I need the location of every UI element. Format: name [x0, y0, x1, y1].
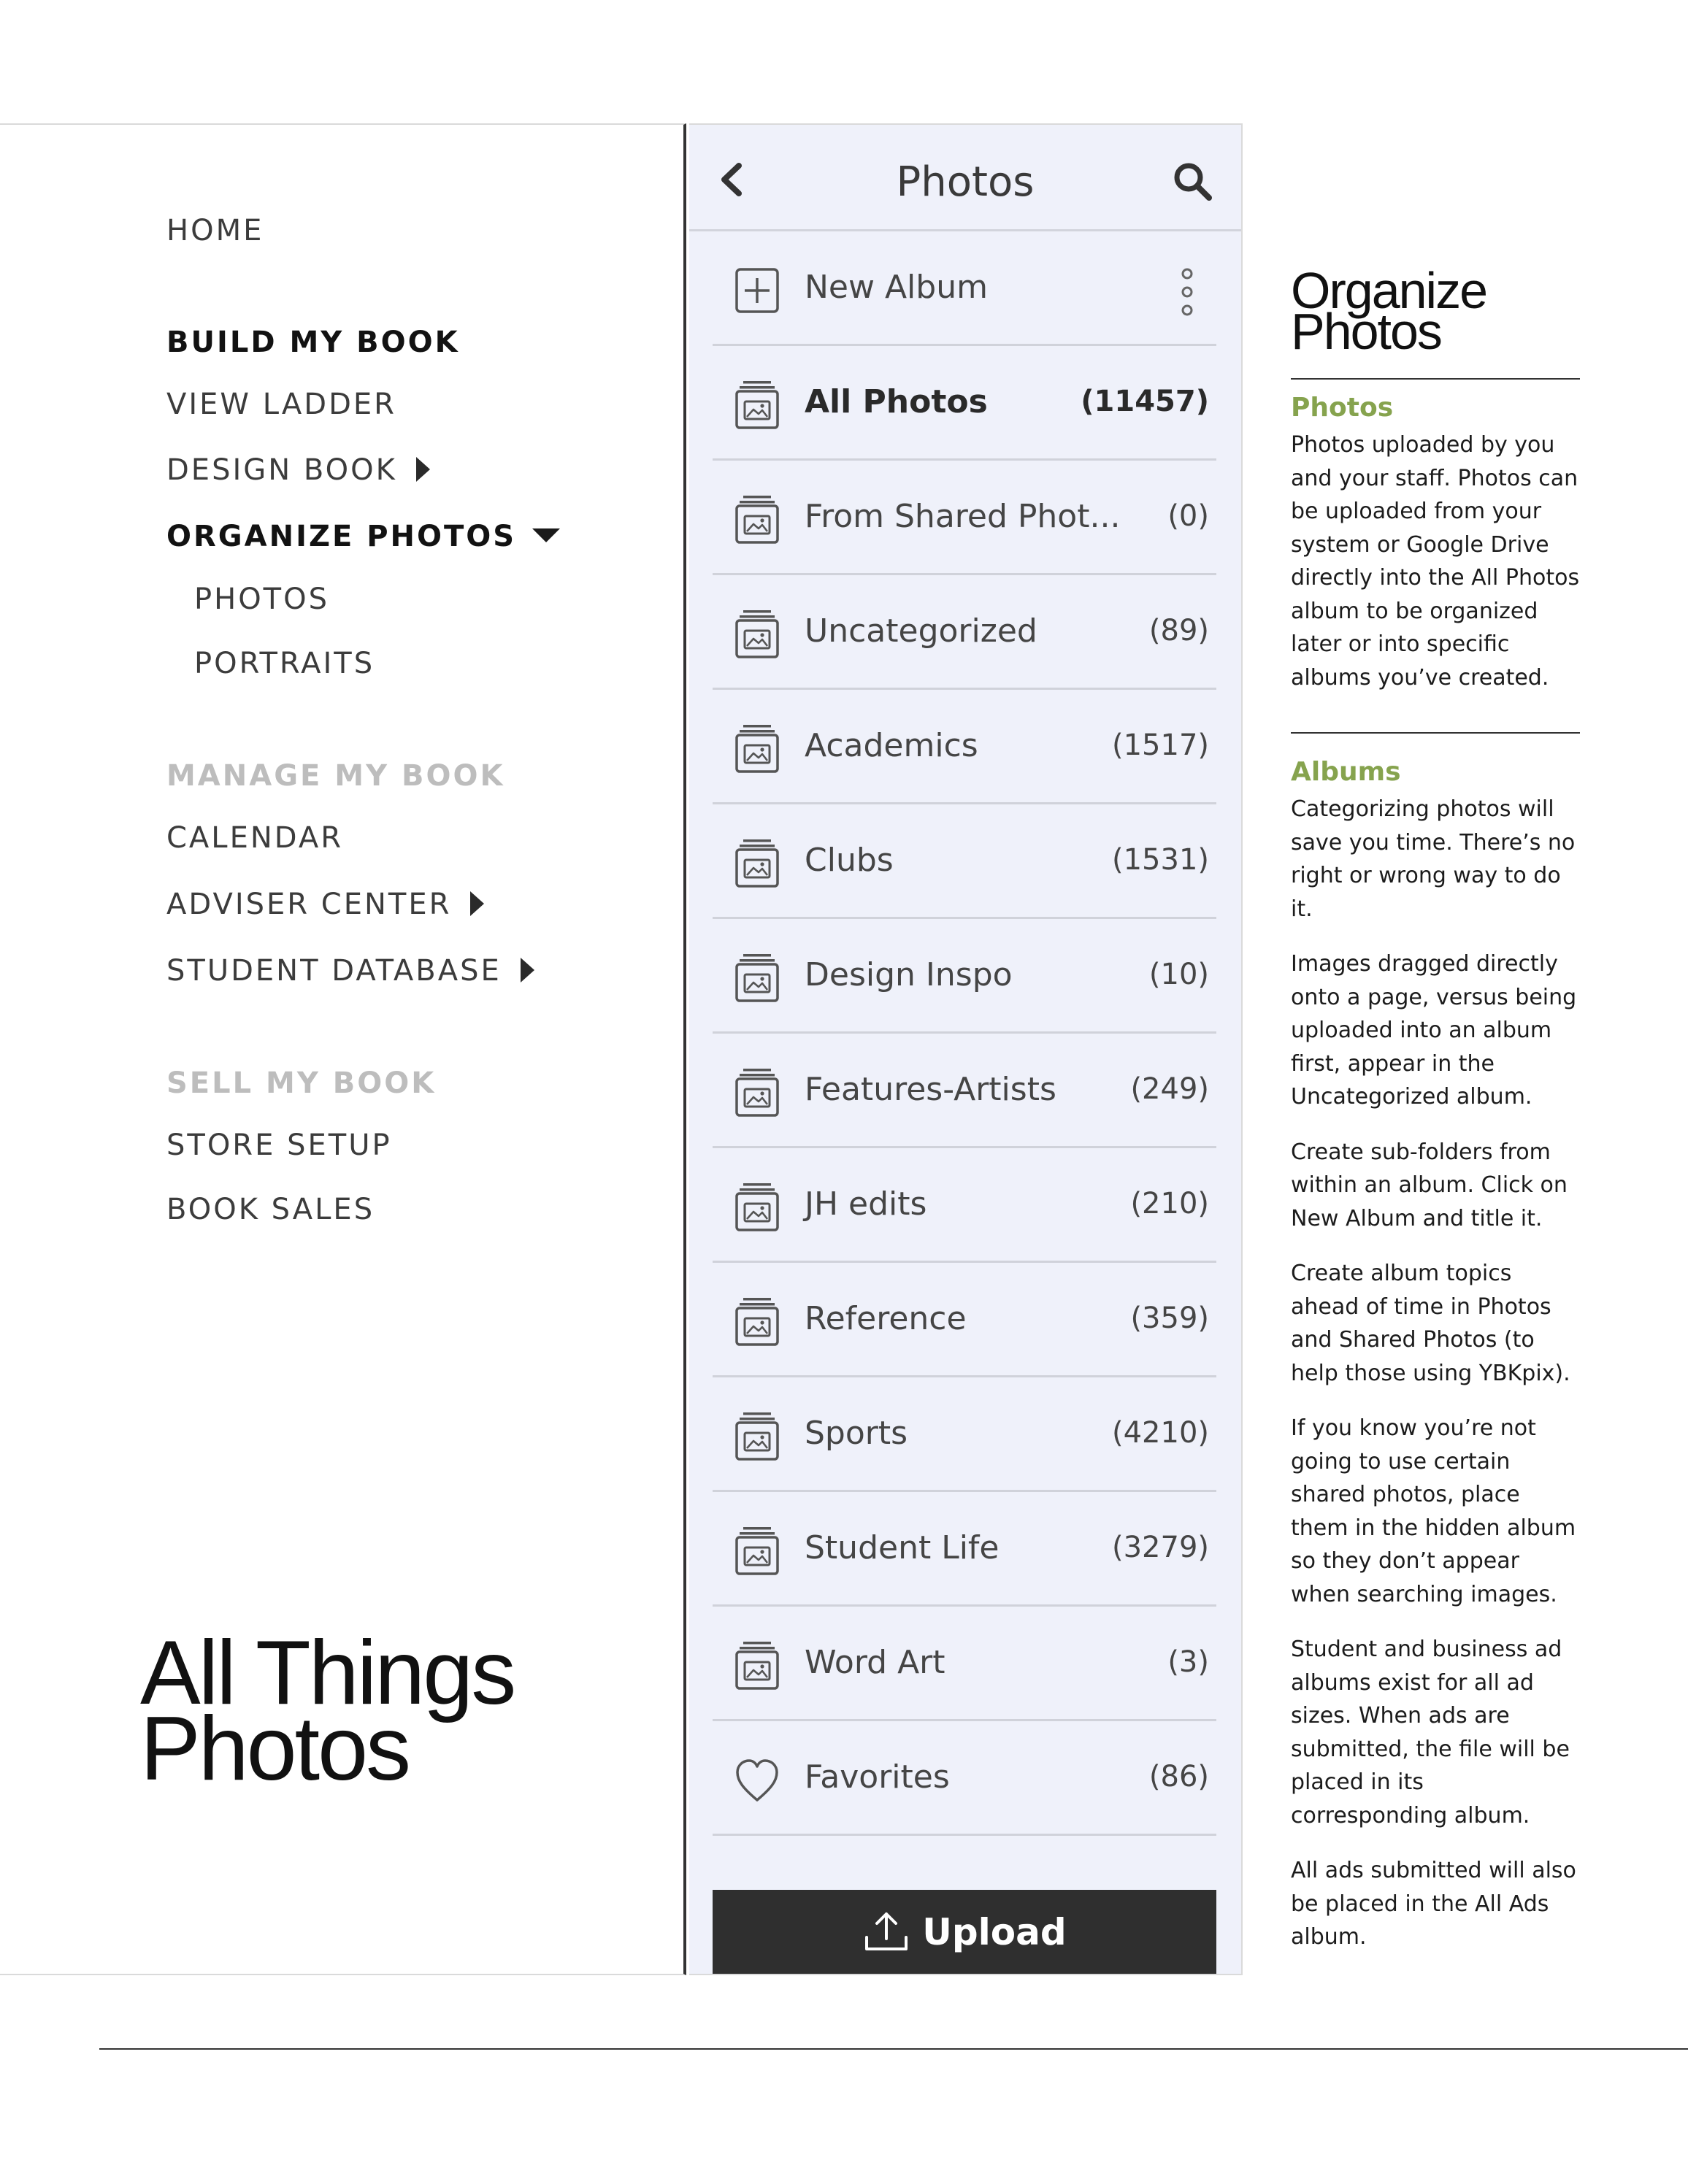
- album-row[interactable]: [713, 690, 1216, 804]
- nav-section-sell: SELL MY BOOK: [166, 1066, 437, 1100]
- album-label: From Shared Phot...: [805, 498, 1121, 535]
- albums-paragraph: Student and business ad albums exist for all ad sizes. When ads are submitted, the file will be placed in its corresponding album.: [1291, 1637, 1570, 1829]
- album-count: (249): [1130, 1072, 1209, 1106]
- divider: [1291, 732, 1580, 734]
- album-label: Uncategorized: [805, 612, 1037, 650]
- nav-design-book-label: DESIGN BOOK: [166, 453, 397, 487]
- nav-home[interactable]: HOME: [166, 214, 264, 247]
- albums-description: [1291, 793, 1583, 1954]
- nav-organize-photos-label: ORGANIZE PHOTOS: [166, 520, 517, 553]
- new-album-row[interactable]: [713, 231, 1216, 346]
- album-row[interactable]: [713, 1034, 1216, 1148]
- photos-panel: [689, 123, 1243, 1975]
- album-label: JH edits: [805, 1185, 927, 1223]
- nav-adviser-center[interactable]: [166, 890, 484, 919]
- heart-icon: [734, 1755, 780, 1806]
- nav-view-ladder[interactable]: VIEW LADDER: [166, 388, 396, 421]
- album-stack-icon: [734, 723, 780, 774]
- photos-description: Photos uploaded by you and your staff. Photos can be uploaded from your system or Google Drive directly into the All Photos album to be organized later or into specific albums you’ve created.: [1291, 432, 1580, 691]
- caret-right-icon: [416, 457, 430, 482]
- photos-header: [689, 125, 1241, 231]
- album-stack-icon: [734, 1640, 780, 1691]
- album-count: (1517): [1111, 728, 1209, 762]
- album-count: (1531): [1111, 843, 1209, 877]
- upload-icon: [862, 1908, 910, 1956]
- more-vertical-icon[interactable]: [1178, 266, 1196, 318]
- info-column: [1291, 262, 1583, 1954]
- nav-sub-photos[interactable]: PHOTOS: [194, 582, 329, 616]
- section-title-line-1: Organize: [1291, 262, 1487, 319]
- upload-label: Upload: [922, 1911, 1067, 1953]
- album-count: (359): [1130, 1301, 1209, 1335]
- album-row[interactable]: [713, 919, 1216, 1034]
- nav-organize-photos[interactable]: [166, 522, 560, 551]
- album-row[interactable]: [713, 804, 1216, 919]
- album-stack-icon: [734, 838, 780, 889]
- album-count: (86): [1148, 1760, 1209, 1793]
- page-title-line-2: Photos: [140, 1699, 410, 1799]
- album-label: Word Art: [805, 1644, 945, 1681]
- album-stack-icon: [734, 380, 780, 431]
- caret-right-icon: [521, 958, 534, 983]
- album-stack-icon: [734, 1526, 780, 1577]
- albums-paragraph: If you know you’re not going to use certain shared photos, place them in the hidden album so they don’t appear when searching images.: [1291, 1415, 1576, 1607]
- album-count: (89): [1148, 614, 1209, 647]
- album-label: Reference: [805, 1300, 967, 1337]
- album-stack-icon: [734, 609, 780, 660]
- nav-book-sales[interactable]: BOOK SALES: [166, 1193, 375, 1226]
- album-row[interactable]: [713, 346, 1216, 461]
- album-stack-icon: [734, 494, 780, 545]
- album-count: (0): [1167, 499, 1209, 533]
- album-stack-icon: [734, 1411, 780, 1462]
- page-title: [140, 1623, 515, 1799]
- nav-store-setup[interactable]: STORE SETUP: [166, 1128, 392, 1162]
- album-label: Favorites: [805, 1758, 950, 1796]
- album-label: Design Inspo: [805, 956, 1013, 993]
- album-count: (3): [1167, 1645, 1209, 1679]
- photos-title: Photos: [896, 158, 1035, 206]
- album-count: (210): [1130, 1187, 1209, 1220]
- album-label: Academics: [805, 727, 978, 764]
- album-row[interactable]: [713, 1377, 1216, 1492]
- albums-paragraph: Create album topics ahead of time in Photos and Shared Photos (to help those using YBKpix).: [1291, 1261, 1570, 1386]
- section-title: [1291, 262, 1583, 360]
- album-stack-icon: [734, 1182, 780, 1233]
- album-stack-icon: [734, 1067, 780, 1118]
- album-row[interactable]: [713, 575, 1216, 690]
- album-stack-icon: [734, 1296, 780, 1347]
- album-count: (4210): [1111, 1416, 1209, 1450]
- nav-student-database-label: STUDENT DATABASE: [166, 954, 502, 988]
- album-row[interactable]: [713, 1148, 1216, 1263]
- albums-paragraph: Categorizing photos will save you time. There’s no right or wrong way to do it.: [1291, 796, 1576, 922]
- albums-paragraph: All ads submitted will also be placed in the All Ads album.: [1291, 1858, 1576, 1950]
- nav-design-book[interactable]: [166, 455, 430, 485]
- album-label: All Photos: [805, 383, 988, 420]
- page-title-line-1: All Things: [140, 1623, 515, 1723]
- album-row[interactable]: [713, 1607, 1216, 1721]
- new-album-label: New Album: [805, 269, 988, 306]
- album-count: (10): [1148, 958, 1209, 991]
- caret-down-icon: [532, 528, 560, 542]
- nav-student-database[interactable]: [166, 954, 534, 988]
- album-row[interactable]: [713, 1263, 1216, 1377]
- nav-calendar[interactable]: CALENDAR: [166, 821, 344, 855]
- nav-section-build: BUILD MY BOOK: [166, 326, 460, 359]
- nav-adviser-center-label: ADVISER CENTER: [166, 888, 452, 921]
- section-title-line-2: Photos: [1291, 303, 1441, 360]
- search-icon[interactable]: [1171, 160, 1213, 202]
- photos-heading: Photos: [1291, 393, 1394, 423]
- album-count: (11457): [1081, 385, 1209, 418]
- albums-paragraph: Images dragged directly onto a page, versus being uploaded into an album first, appear in the Uncategorized album.: [1291, 951, 1577, 1110]
- albums-heading: Albums: [1291, 757, 1401, 787]
- album-label: Features-Artists: [805, 1071, 1056, 1108]
- caret-right-icon: [470, 891, 484, 916]
- album-row[interactable]: [713, 461, 1216, 575]
- album-row[interactable]: [713, 1492, 1216, 1607]
- nav-section-manage: MANAGE MY BOOK: [166, 759, 505, 793]
- footer-divider: [99, 2048, 1688, 2050]
- album-label: Student Life: [805, 1529, 1000, 1566]
- albums-paragraph: Create sub-folders from within an album. Click on New Album and title it.: [1291, 1139, 1568, 1231]
- plus-square-icon: [734, 265, 780, 316]
- nav-sub-portraits[interactable]: PORTRAITS: [194, 647, 375, 680]
- album-label: Clubs: [805, 842, 894, 879]
- album-label: Sports: [805, 1415, 908, 1452]
- upload-button[interactable]: [713, 1890, 1216, 1975]
- album-count: (3279): [1111, 1531, 1209, 1564]
- album-row[interactable]: [713, 1721, 1216, 1836]
- divider: [1291, 378, 1580, 380]
- album-stack-icon: [734, 953, 780, 1004]
